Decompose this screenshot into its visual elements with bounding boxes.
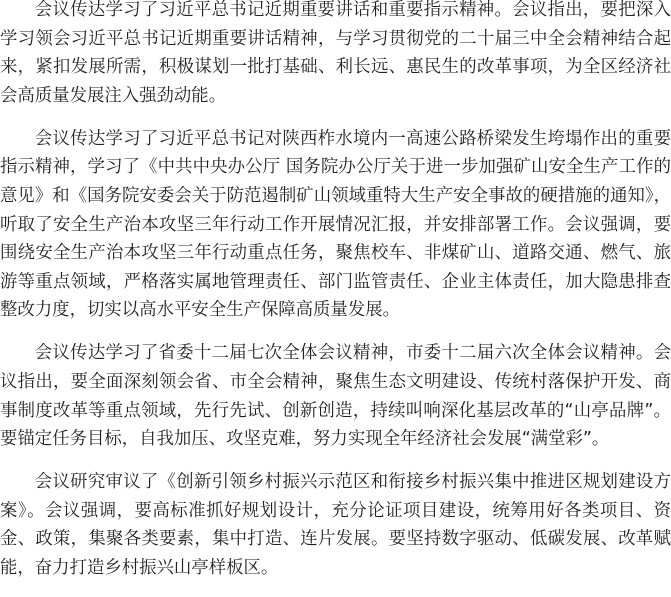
paragraph-3: 会议传达学习了省委十二届七次全体会议精神，市委十二届六次全体会议精神。会议指出，要全面深刻领会省、市全会精神，聚焦生态文明建设、传统村落保护开发、商事制度改革等重点领域，先行先试、创新创造，持续叫响深化基层改革的“山亭品牌”。要锚定任务目标，自我加压、攻坚克难，努力实现全年经济社会发展“满堂彩”。	[0, 343, 671, 450]
paragraph-4: 会议研究审议了《创新引领乡村振兴示范区和衔接乡村振兴集中推进区规划建设方案》。会议强调，要高标准抓好规划设计，充分论证项目建设，统筹用好各类项目、资金、政策，集聚各类要素，集中打造、连片发展。要坚持数字驱动、低碳发展、改革赋能，奋力打造乡村振兴山亭样板区。	[0, 472, 671, 578]
paragraph-2: 会议传达学习了习近平总书记对陕西柞水境内一高速公路桥梁发生垮塌作出的重要指示精神，学习了《中共中央办公厅 国务院办公厅关于进一步加强矿山安全生产工作的意见》和《国务院安委会关于防范遏制矿山领域重特大生产安全事故的硬措施的通知》，听取了安全生产治本攻坚三年行动工作开展情况汇报，并安排部署工作。会议强调，要围绕安全生产治本攻坚三年行动重点任务，聚焦校车、非煤矿山、道路交通、燃气、旅游等重点领域，严格落实属地管理责任、部门监管责任、企业主体责任，加大隐患排查整改力度，切实以高水平安全生产保障高质量发展。	[0, 128, 671, 321]
paragraph-1: 会议传达学习了习近平总书记近期重要讲话和重要指示精神。会议指出，要把深入学习领会习近平总书记近期重要讲话精神，与学习贯彻党的二十届三中全会精神结合起来，紧扣发展所需，积极谋划一批打基础、利长远、惠民生的改革事项，为全区经济社会高质量发展注入强劲动能。	[0, 0, 671, 106]
